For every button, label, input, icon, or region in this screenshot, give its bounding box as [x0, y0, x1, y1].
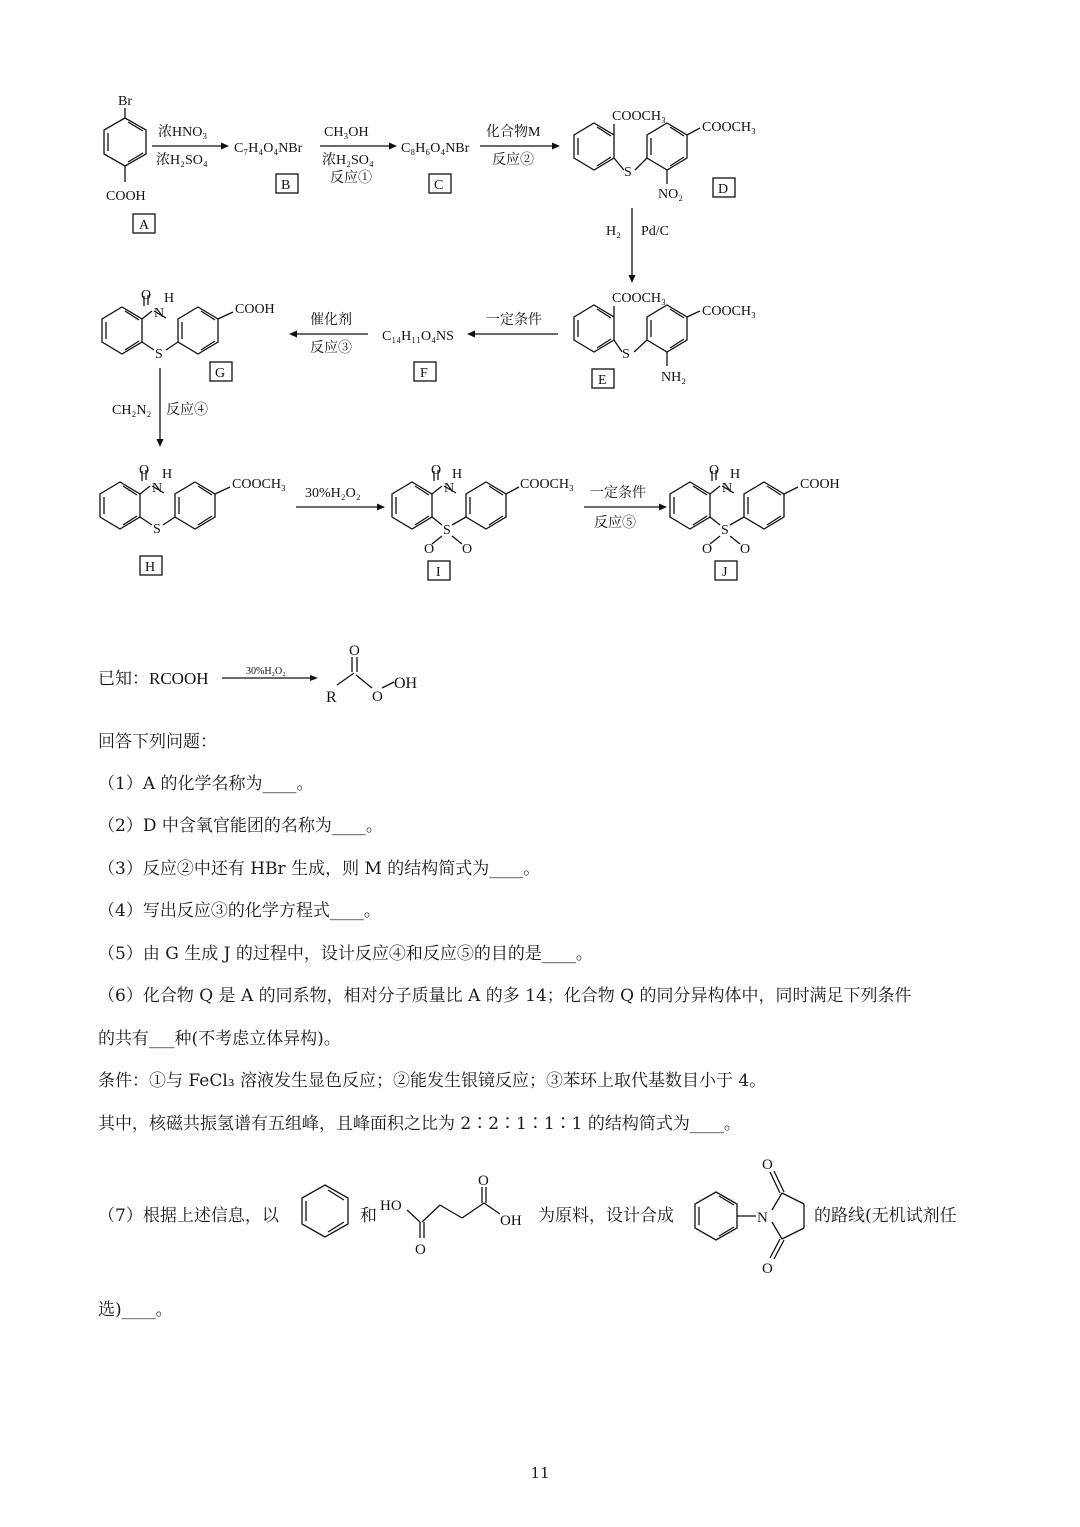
j-cooh: COOH — [800, 477, 840, 492]
imide-o2: O — [762, 1261, 773, 1277]
step6-below: 反应③ — [310, 341, 352, 356]
succinic-o2: O — [478, 1173, 489, 1189]
compound-e-ring2 — [647, 305, 687, 352]
h-label: H — [145, 560, 156, 575]
question-3: （3）反应②中还有 HBr 生成，则 M 的结构简式为____。 — [98, 859, 541, 879]
d-label: D — [718, 182, 729, 197]
h-o: O — [139, 463, 150, 478]
e-g1: COOCH₃ — [612, 291, 666, 306]
j-o: O — [709, 463, 720, 478]
known-o-mid: O — [372, 689, 383, 705]
g-n: N — [154, 306, 165, 321]
compound-i-ring2 — [466, 482, 506, 529]
compound-h-ring1 — [100, 482, 140, 529]
compound-h-ring2 — [175, 482, 215, 529]
succinic-o1: O — [415, 1242, 426, 1258]
step2-above: CH₃OH — [324, 125, 369, 140]
e-g2: COOCH₃ — [702, 304, 756, 319]
step1-below: 浓H₂SO₄ — [156, 153, 208, 168]
c-label: C — [434, 178, 444, 193]
h-n: N — [152, 481, 163, 496]
known-r: R — [326, 689, 337, 706]
compound-i-ring1 — [392, 482, 432, 529]
step8-above: 30%H₂O₂ — [305, 486, 361, 501]
i-so2: O — [462, 542, 473, 557]
d-g1: COOCH₃ — [612, 109, 666, 124]
a-cooh: COOH — [106, 189, 146, 204]
h-cooch3: COOCH₃ — [232, 477, 286, 492]
question-4: （4）写出反应③的化学方程式____。 — [98, 901, 381, 921]
step7-right: 反应④ — [166, 403, 208, 418]
step2-below2: 反应① — [330, 171, 372, 186]
compound-a-ring — [104, 118, 146, 166]
question-7-structures — [0, 1150, 1080, 1280]
h-h: H — [162, 467, 173, 482]
compound-j-ring1 — [670, 482, 710, 529]
g-s: S — [155, 347, 163, 362]
f-formula: C₁₄H₁₁O₄NS — [382, 329, 454, 344]
j-so2: O — [740, 542, 751, 557]
g-o: O — [141, 288, 152, 303]
j-h: H — [730, 467, 741, 482]
known-prefix: 已知：RCOOH — [98, 669, 209, 688]
synthesis-scheme — [0, 0, 1080, 706]
compound-g-ring1 — [102, 307, 142, 354]
page-number: 11 — [530, 1464, 550, 1482]
step2-below: 浓H₂SO₄ — [322, 153, 374, 168]
g-cooh: COOH — [235, 302, 275, 317]
question-6-line2: 的共有___种(不考虑立体异构)。 — [98, 1029, 341, 1049]
step9-above: 一定条件 — [590, 486, 646, 501]
question-5: （5）由 G 生成 J 的过程中，设计反应④和反应⑤的目的是____。 — [98, 944, 593, 964]
question-2: （2）D 中含氧官能团的名称为____。 — [98, 816, 383, 836]
a-br: Br — [118, 94, 132, 109]
g-label: G — [215, 366, 226, 381]
question-6-line1: （6）化合物 Q 是 A 的同系物，相对分子质量比 A 的多 14；化合物 Q 的同分异构体中，同时满足下列条件 — [98, 986, 912, 1006]
question-1: （1）A 的化学名称为____。 — [98, 774, 314, 794]
step4-left: H₂ — [606, 224, 621, 239]
question-7-part3: 为原料，设计合成 — [538, 1206, 674, 1226]
j-s: S — [721, 523, 729, 538]
succinic-ho: HO — [380, 1198, 402, 1214]
i-cooch3: COOCH₃ — [520, 477, 574, 492]
d-s: S — [624, 165, 632, 180]
question-6-conditions: 条件：①与 FeCl₃ 溶液发生显色反应；②能发生银镜反应；③苯环上取代基数目小于 4。 — [98, 1071, 767, 1091]
f-label: F — [420, 366, 428, 381]
question-7-part1: （7）根据上述信息，以 — [98, 1206, 279, 1226]
a-label: A — [139, 218, 150, 233]
compound-d-ring1 — [574, 123, 614, 170]
question-7-part5: 选)____。 — [98, 1300, 173, 1320]
b-formula: C₇H₄O₄NBr — [234, 141, 303, 156]
step3-above: 化合物M — [486, 125, 541, 140]
d-g2: COOCH₃ — [702, 120, 756, 135]
step6-above: 催化剂 — [310, 313, 352, 328]
step3-below: 反应② — [492, 153, 534, 168]
questions-intro: 回答下列问题： — [98, 732, 217, 752]
imide-o1: O — [762, 1157, 773, 1173]
step7-left: CH₂N₂ — [112, 403, 152, 418]
succinic-oh: OH — [500, 1213, 522, 1229]
compound-d-ring2 — [647, 123, 687, 170]
i-so1: O — [424, 542, 435, 557]
e-s: S — [622, 347, 630, 362]
step9-below: 反应⑤ — [594, 516, 636, 531]
question-6-nmr: 其中，核磁共振氢谱有五组峰，且峰面积之比为 2∶2∶1∶1∶1 的结构简式为____。 — [98, 1114, 741, 1134]
imide-n: N — [757, 1210, 768, 1226]
i-label: I — [436, 565, 441, 580]
e-label: E — [598, 373, 607, 388]
known-oh: OH — [394, 675, 418, 692]
compound-e-ring1 — [574, 305, 614, 352]
step1-above: 浓HNO₃ — [158, 125, 208, 140]
j-label: J — [722, 565, 728, 580]
e-nh2: NH₂ — [661, 370, 687, 385]
c-formula: C₈H₆O₄NBr — [401, 141, 470, 156]
j-n: N — [722, 481, 733, 496]
i-h: H — [452, 467, 463, 482]
b-label: B — [281, 178, 291, 193]
j-so1: O — [702, 542, 713, 557]
i-o: O — [431, 463, 442, 478]
g-h: H — [164, 291, 175, 306]
benzene-structure — [302, 1185, 348, 1237]
question-7-and: 和 — [360, 1206, 377, 1226]
known-reagent: 30%H₂O₂ — [246, 666, 286, 677]
i-n: N — [444, 481, 455, 496]
step5-above: 一定条件 — [486, 313, 542, 328]
i-s: S — [443, 523, 451, 538]
step4-right: Pd/C — [641, 224, 670, 239]
compound-g-ring2 — [178, 307, 218, 354]
compound-j-ring2 — [744, 482, 784, 529]
h-s: S — [153, 522, 161, 537]
known-o-top: O — [349, 643, 360, 659]
d-no2: NO₂ — [658, 187, 684, 202]
phenyl-ring — [695, 1192, 737, 1240]
question-7-part4: 的路线(无机试剂任 — [814, 1206, 957, 1226]
